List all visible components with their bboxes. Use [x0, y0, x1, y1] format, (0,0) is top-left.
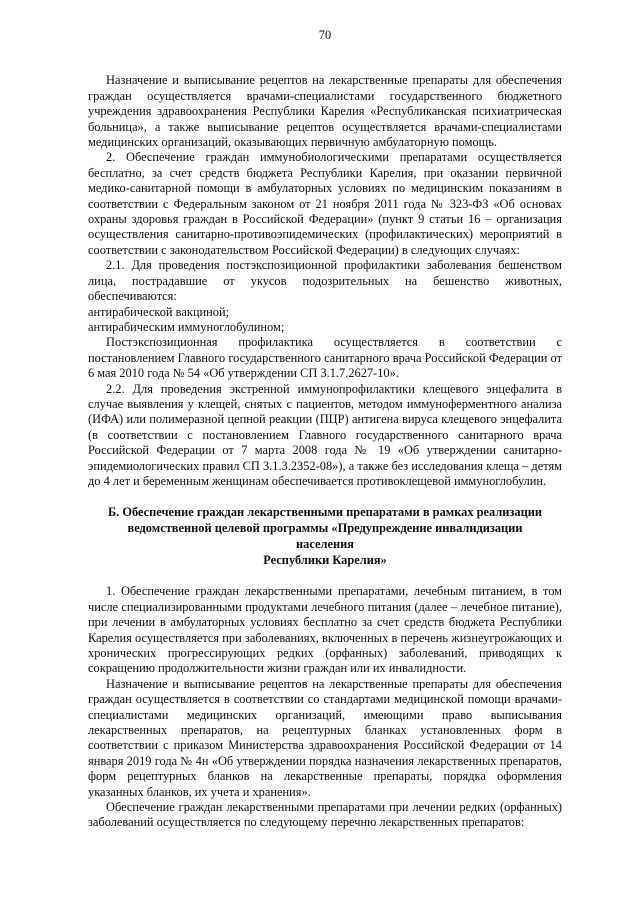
paragraph: Назначение и выписывание рецептов на лекарственные препараты для обеспечения граждан осуществляется в соответствии со стандартами медицинской помощи врачами-специалистами медицинских организаций, имеющими право выписывания лекарственных препаратов, на рецептурных бланках установленных форм в соответствии с приказом Министерства здравоохранения Российской Федерации от 14 января 2019 года № 4н «Об утверждении порядка назначения лекарственных препаратов, форм рецептурных бланков на лекарственные препараты, порядка оформления указанных бланков, их учета и хранения».: [88, 676, 562, 799]
paragraph: 2.2. Для проведения экстренной иммунопрофилактики клещевого энцефалита в случае выявления у клещей, снятых с пациентов, методом иммуноферментного анализа (ИФА) или полимеразной цепной реакции (ПЦР) антигена вируса клещевого энцефалита (в соответствии с постановлением Главного государственного санитарного врача Российской Федерации от 7 марта 2008 года № 19 «Об утверждении санитарно-эпидемиологических правил СП 3.1.3.2352-08»), а также без исследования клеща – детям до 4 лет и беременным женщинам обеспечивается противоклещевой иммуноглобулин.: [88, 381, 562, 488]
paragraph: 2.1. Для проведения постэкспозиционной профилактики заболевания бешенством лица, пострадавшие от укусов подозрительных на бешенство животных, обеспечиваются:: [88, 258, 562, 304]
section-b-heading: [88, 504, 562, 568]
page-number: 70: [318, 28, 332, 42]
section-a: [88, 73, 562, 489]
heading-line: Б. Обеспечение граждан лекарственными препаратами в рамках реализации: [107, 505, 543, 520]
heading-line: Республики Карелия»: [263, 553, 387, 568]
list-item: антирабической вакциной;: [88, 304, 230, 319]
paragraph: 2. Обеспечение граждан иммунобиологическими препаратами осуществляется бесплатно, за счет средств бюджета Республики Карелия, при оказании первичной медико-санитарной помощи в амбулаторных условиях по медицинским показаниям в соответствии с Федеральным законом от 21 ноября 2011 года № 323-ФЗ «Об основах охраны здоровья граждан в Российской Федерации» (пункт 9 статьи 16 – организация осуществления санитарно-противоэпидемических (профилактических) мероприятий в соответствии с законодательством Российской Федерации) в следующих случаях:: [88, 150, 562, 257]
heading-line: ведомственной целевой программы «Предупреждение инвалидизации населения: [127, 521, 523, 552]
paragraph: Назначение и выписывание рецептов на лекарственные препараты для обеспечения граждан осуществляется врачами-специалистами государственного бюджетного учреждения здравоохранения Республики Карелия «Республиканская психиатрическая больница», а также выписывание рецептов осуществляется врачами-специалистами медицинских организаций, оказывающих первичную амбулаторную помощь.: [88, 73, 562, 150]
paragraph: Постэкспозиционная профилактика осуществляется в соответствии с постановлением Главного государственного санитарного врача Российской Федерации от 6 мая 2010 года № 54 «Об утверждении СП 3.1.7.2627-10».: [88, 335, 562, 381]
document-page: [88, 28, 562, 831]
paragraph: Обеспечение граждан лекарственными препаратами при лечении редких (орфанных) заболеваний осуществляется по следующему перечню лекарственных препаратов:: [88, 800, 562, 830]
section-b: [88, 584, 562, 831]
list-item: антирабическим иммуноглобулином;: [88, 319, 285, 334]
paragraph: 1. Обеспечение граждан лекарственными препаратами, лечебным питанием, в том числе специализированными продуктами лечебного питания (далее – лечебное питание), при лечении в амбулаторных условиях бесплатно за счет средств бюджета Республики Карелия осуществляется при заболеваниях, включенных в перечень жизнеугрожающих и хронических прогрессирующих редких (орфанных) заболеваний, приводящих к сокращению продолжительности жизни граждан или их инвалидности.: [88, 584, 562, 676]
